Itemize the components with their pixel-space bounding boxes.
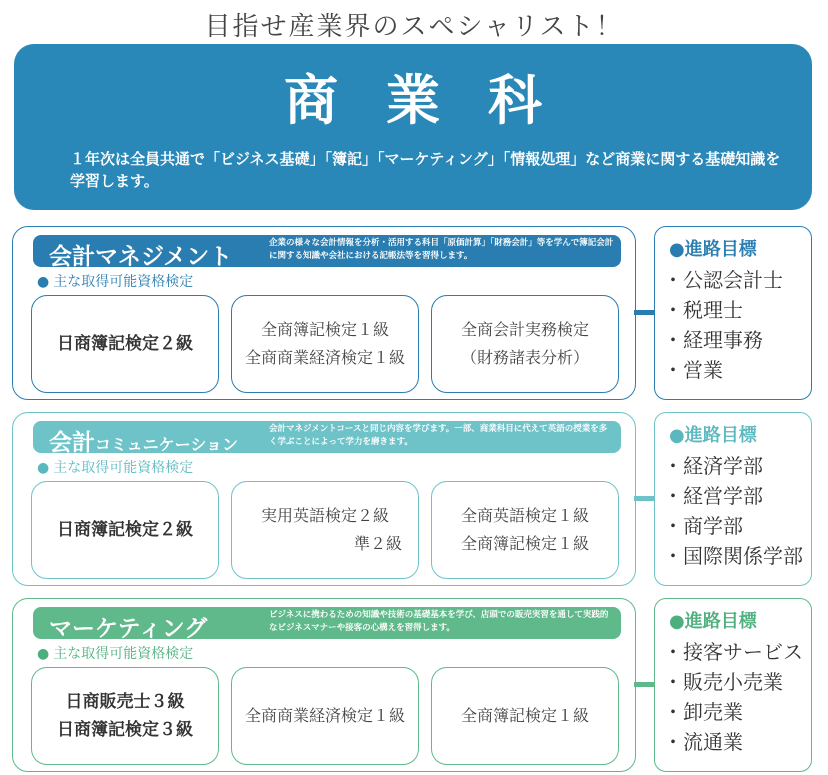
course-description: ビジネスに携わるための知識や技術の基礎基本を学び、店頭での販売実習を通して実践的なビジネスマナーや接客の心構えを習得します。 xyxy=(269,610,609,633)
connector-line xyxy=(634,496,654,501)
connector-line xyxy=(634,682,654,687)
goal-list xyxy=(663,637,803,757)
goal-item: ・ 流通業 xyxy=(663,727,803,757)
cert-box: 全商簿記検定１級 xyxy=(431,667,619,765)
goal-header: ●進路目標 xyxy=(669,239,757,260)
course-header-band xyxy=(33,235,621,270)
cert-box: 全商商業経済検定１級 xyxy=(231,667,419,765)
cert-box: 全商簿記検定１級 全商商業経済検定１級 xyxy=(231,295,419,393)
cert-box: 実用英語検定２級 準２級 xyxy=(231,481,419,579)
hero-banner xyxy=(14,44,812,210)
course-title: 会計マネジメント xyxy=(49,244,233,270)
goal-item: ・ 税理士 xyxy=(663,295,783,325)
page-title: 商業科 xyxy=(284,69,590,132)
cert-box: 全商会計実務検定 （財務諸表分析） xyxy=(431,295,619,393)
career-goal-box xyxy=(654,412,812,586)
cert-label: ● 主な取得可能資格検定 xyxy=(37,274,194,290)
cert-box: 全商英語検定１級 全商簿記検定１級 xyxy=(431,481,619,579)
cert-box: 日商簿記検定２級 xyxy=(31,295,219,393)
cert-label: ● 主な取得可能資格検定 xyxy=(37,646,194,662)
course-header-band xyxy=(33,421,621,456)
bullet-dot-icon: ● xyxy=(37,274,50,290)
hero-description: １年次は全員共通で「ビジネス基礎」「簿記」「マーケティング」「情報処理」など商業に関する基礎知識を学習します。 xyxy=(70,150,781,190)
connector-line xyxy=(634,310,654,315)
goal-item: ・ 公認会計士 xyxy=(663,265,783,295)
goal-item: ・ 販売小売業 xyxy=(663,667,803,697)
goal-header: ●進路目標 xyxy=(669,425,757,446)
goal-header: ●進路目標 xyxy=(669,611,757,632)
goal-item: ・ 営業 xyxy=(663,355,783,385)
cert-label: ● 主な取得可能資格検定 xyxy=(37,460,194,476)
goal-item: ・ 国際関係学部 xyxy=(663,541,803,571)
course-accounting-communication xyxy=(12,412,636,586)
course-description: 会計マネジメントコースと同じ内容を学びます。一部、商業科目に代えて英語の授業を多く学ぶことによって学力を磨きます。 xyxy=(269,424,608,447)
goal-item: ・ 卸売業 xyxy=(663,697,803,727)
goal-item: ・ 経済学部 xyxy=(663,451,803,481)
bullet-dot-icon: ● xyxy=(37,460,50,476)
career-goal-box xyxy=(654,226,812,400)
goal-item: ・ 経理事務 xyxy=(663,325,783,355)
goal-list xyxy=(663,265,783,385)
course-header-band xyxy=(33,607,621,642)
goal-item: ・ 経営学部 xyxy=(663,481,803,511)
tagline: 目指せ産業界のスペシャリスト！ xyxy=(204,12,624,42)
course-description: 企業の様々な会計情報を分析・活用する科目「原価計算」「財務会計」等を学んで簿記会計に関する知識や会社における記帳法等を習得します。 xyxy=(269,238,614,261)
goal-item: ・ 商学部 xyxy=(663,511,803,541)
bullet-dot-icon: ● xyxy=(37,646,50,662)
cert-box: 日商販売士３級 日商簿記検定３級 xyxy=(31,667,219,765)
course-accounting-management xyxy=(12,226,636,400)
goal-list xyxy=(663,451,803,571)
course-title: マーケティング xyxy=(49,616,208,642)
goal-item: ・ 接客サービス xyxy=(663,637,803,667)
course-title: 会計コミュニケーション xyxy=(49,430,239,456)
career-goal-box xyxy=(654,598,812,772)
course-marketing xyxy=(12,598,636,772)
cert-box: 日商簿記検定２級 xyxy=(31,481,219,579)
